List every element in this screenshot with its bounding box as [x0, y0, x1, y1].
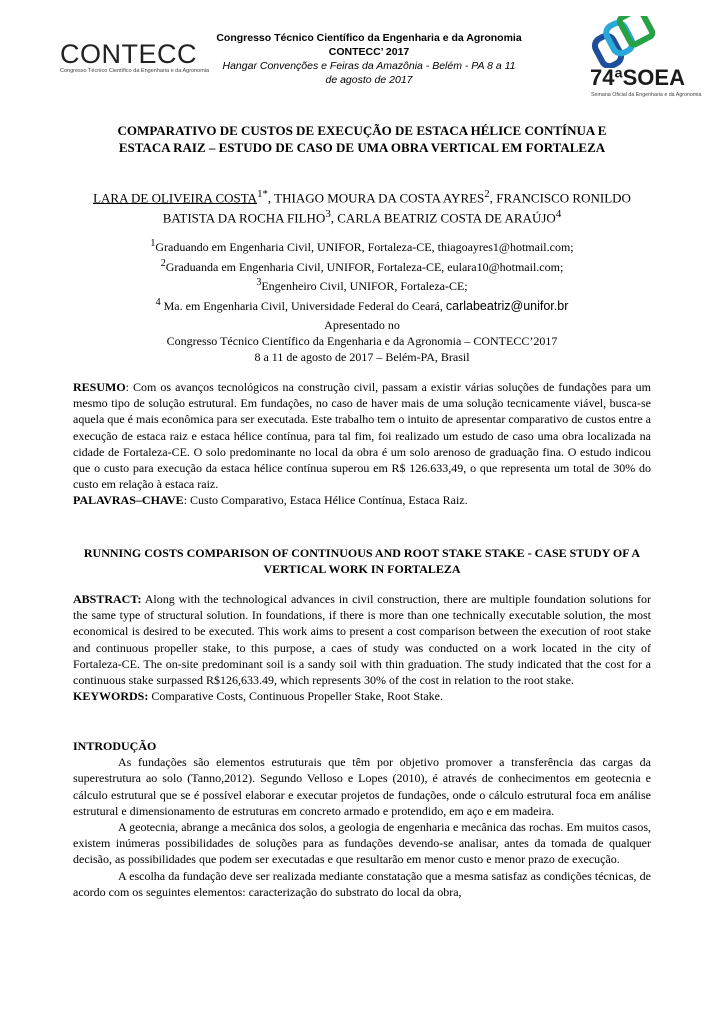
author-1-mark: 1* [257, 188, 268, 200]
palavras-paragraph [73, 492, 651, 508]
author-4-mark: 4 [555, 208, 562, 221]
soea-logo-subtitle: Semana Oficial da Engenharia e da Agronomia [591, 92, 702, 98]
event-venue-line2: de agosto de 2017 [325, 74, 413, 86]
resumo-paragraph [73, 379, 651, 492]
presented-line1: Apresentado no [324, 318, 400, 332]
affiliation-1-mark: 1 [150, 238, 156, 249]
palavras-label: PALAVRAS–CHAVE [73, 493, 184, 508]
affiliation-3 [80, 275, 644, 295]
contecc-logo [60, 40, 220, 75]
author-2-mark: 2 [484, 188, 490, 200]
presented-line2: Congresso Técnico Científico da Engenharia e da Agronomia – CONTECC’2017 [166, 334, 558, 348]
affiliation-3-mark: 3 [256, 277, 262, 289]
introduction-paragraph-1: As fundações são elementos estruturais que têm por objetivo promover a transferência das cargas da superestrutura ao solo (Tanno,2012). Segundo Velloso e Lopes (2010), é através de conhecimentos em geotecnia e cálculo estrutural que se é possível elaborar e executar projetos de fundações, onde o cálculo estrutural foca em análise estrutural e dimensionamento de estruturas em concreto armado e protendido, em aço e em madeira. [73, 755, 651, 818]
affiliation-4-email: carlabeatriz@unifor.br [445, 298, 569, 313]
affiliation-1-text: Graduando em Engenharia Civil, UNIFOR, Fortaleza-CE, thiagoayres1@hotmail.com; [155, 240, 574, 254]
author-2: , THIAGO MOURA DA COSTA AYRES [267, 190, 485, 206]
introduction-section [73, 738, 651, 900]
affiliation-4 [80, 295, 644, 315]
introduction-paragraph-2: A geotecnia, abrange a mecânica dos solos, a geologia de engenharia e mecânica das rochas. Em muitos casos, existem inúmeras possibilidades de soluções para as fundações devendo-se analisar, antes da tomada de qualquer decisão, as possibilidades que podem ser executadas e que resultarão em menor custo e menor prazo de execução. [73, 820, 651, 867]
introduction-paragraph-3: A escolha da fundação deve ser realizada mediante constatação que a mesma satisfaz as condições técnicas, de acordo com os seguintes elementos: caracterização do substrato do local da obra, [73, 868, 651, 899]
author-4: , CARLA BEATRIZ COSTA DE ARAÚJO [330, 210, 556, 226]
affiliation-2-text: Graduanda em Engenharia Civil, UNIFOR, Fortaleza-CE, eulara10@hotmail.com; [165, 259, 564, 274]
presented-at [80, 317, 644, 365]
affiliations [80, 236, 644, 314]
event-venue-line1: Hangar Convenções e Feiras da Amazônia - Belém - PA 8 a 11 [222, 60, 516, 72]
event-title-line2: CONTECC’ 2017 [328, 46, 410, 58]
resumo-block [73, 379, 651, 509]
author-list [80, 186, 644, 227]
keywords-label: KEYWORDS: [73, 689, 149, 704]
soea-logo-word: 74ªSOEA [590, 65, 685, 90]
abstract-text: Along with the technological advances in civil construction, there are multiple foundation solutions for the same type of structural solution. In foundations, if there is more than one technically executable solution, the most economical is desired to be executed. This work aims to present a cost comparison between the execution of root stake and continuous propeller stake, to this purpose, a caes of study was conducted on a work located in the city of Fortaleza-CE. The on-site predominant soil is a sandy soil with thin graduation. The study indicated that the cost for a continuous stake surpassed R$126,633.49, which represents 30% of the cost in relation to the root stake. [73, 592, 651, 688]
english-title: RUNNING COSTS COMPARISON OF CONTINUOUS AND ROOT STAKE STAKE - CASE STUDY OF A VERTICAL WORK IN FORTALEZA [83, 546, 641, 576]
soea-emblem-icon [584, 16, 670, 68]
author-3-mark: 3 [325, 208, 331, 221]
abstract-block [73, 591, 651, 704]
abstract-label: ABSTRACT: [73, 592, 142, 606]
abstract-paragraph [73, 591, 651, 688]
paper-title: COMPARATIVO DE CUSTOS DE EXECUÇÃO DE ESTACA HÉLICE CONTÍNUA E ESTACA RAIZ – ESTUDO DE CASO DE UMA OBRA VERTICAL EM FORTALEZA [117, 123, 607, 155]
resumo-label: RESUMO [73, 380, 126, 394]
author-1: LARA DE OLIVEIRA COSTA [93, 190, 258, 206]
affiliation-3-text: Engenheiro Civil, UNIFOR, Fortaleza-CE; [261, 279, 468, 294]
introduction-heading: INTRODUÇÃO [73, 739, 157, 753]
author-3: , FRANCISCO RONILDO BATISTA DA ROCHA FILHO [162, 190, 631, 226]
contecc-logo-subtitle: Congresso Técnico Científico da Engenharia e da Agronomia [60, 68, 210, 74]
palavras-text: : Custo Comparativo, Estaca Hélice Contínua, Estaca Raiz. [183, 493, 468, 508]
contecc-logo-word: CONTECC [60, 39, 197, 69]
keywords-paragraph [73, 688, 651, 704]
affiliation-1 [80, 236, 644, 256]
event-info [210, 31, 528, 87]
affiliation-4-text: Ma. em Engenharia Civil, Universidade Federal do Ceará, [163, 298, 446, 313]
page-header [0, 0, 724, 110]
presented-line3: 8 a 11 de agosto de 2017 – Belém-PA, Brasil [254, 350, 470, 364]
keywords-text: Comparative Costs, Continuous Propeller Stake, Root Stake. [148, 689, 443, 704]
affiliation-2 [80, 256, 644, 276]
resumo-text: : Com os avanços tecnológicos na construção civil, passam a existir várias soluções de fundações para um mesmo tipo de solução estrutural. Em fundações, no caso de haver mais de uma solução tecnicamente viável, busca-se aquela que é mais econômica para ser executada. Este trabalho tem o intuito de apresentar comparativo de custos entre a execução de estaca raiz e estaca hélice contínua, para tal fim, foi realizado um estudo de caso uma obra localizada na cidade de Fortaleza-CE. O solo predominante no local da obra é um solo arenoso de graduação fina. O estudo indicou que o custo para execução da estaca hélice contínua superou em R$ 126.633,49, o que representa um total de 30% do custo em relação à estaca raiz. [73, 380, 651, 492]
event-title-line1: Congresso Técnico Científico da Engenharia e da Agronomia [216, 32, 522, 44]
affiliation-2-mark: 2 [160, 257, 166, 269]
affiliation-4-mark: 4 [155, 296, 161, 308]
